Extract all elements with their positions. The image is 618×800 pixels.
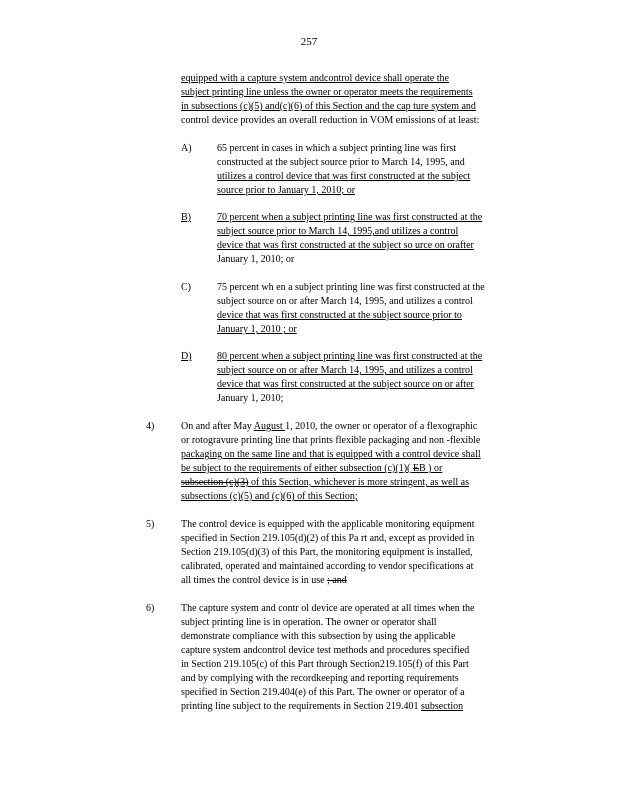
item-d-line: 80 percent when a subject printing line was first constructed at the [217,351,483,362]
item-label-a: A) [181,143,192,154]
para-6-line: demonstrate compliance with this subsection by using the applicable [181,631,456,642]
para-4-line: or rotogravure printing line that prints flexible packaging and non -flexible [181,435,481,446]
para-5-line: all times the control device is in use ; and [181,575,347,586]
item-label-c: C) [181,282,191,293]
para-5-line: calibrated, operated and maintained according to vendor specifications at [181,561,474,572]
para-6-line: printing line subject to the requirements in Section 219.401 subsection [181,701,464,712]
intro-line: subject printing line unless the owner or operator meets the requirements [181,87,473,98]
para-5-line: The control device is equipped with the applicable monitoring equipment [181,519,475,530]
item-a-line: constructed at the subject source prior to March 14, 1995, and [217,157,465,168]
page-number: 257 [300,36,318,48]
intro-line: equipped with a capture system andcontrol device shall operate the [181,73,449,84]
item-c-line: subject source on or after March 14, 1995, and utilizes a control [217,296,473,307]
item-label-b: B) [181,212,191,223]
para-6-line: specified in Section 219.404(e) of this Part. The owner or operator of a [181,687,465,698]
para-6-line: in Section 219.105(c) of this Part through Section219.105(f) of this Part [181,659,469,670]
para-4-line: On and after May August 1, 2010, the owner or operator of a flexographic [181,421,478,432]
intro-line: in subsections (c)(5) and(c)(6) of this Section and the cap ture system and [181,101,476,112]
para-4-line: be subject to the requirements of either subsection (c)(1)( EB ) or [181,463,443,474]
item-b-line: subject source prior to March 14, 1995,and utilizes a control [217,226,459,237]
item-a-line: utilizes a control device that was first constructed at the subject [217,171,471,182]
para-5-line: Section 219.105(d)(3) of this Part, the monitoring equipment is installed, [181,547,473,558]
para-label-6: 6) [146,603,155,614]
item-d-line: device that was first constructed at the subject source on or after [217,379,474,390]
para-4-line: subsections (c)(5) and (c)(6) of this Section; [181,491,358,502]
item-label-d: D) [181,351,192,362]
item-a-line: source prior to January 1, 2010; or [217,185,356,196]
para-6-line: capture system andcontrol device test methods and procedures specified [181,645,470,656]
item-b-line: device that was first constructed at the subject so urce on orafter [217,240,474,251]
item-d-line: January 1, 2010; [217,393,284,404]
para-6-line: and by complying with the recordkeeping and reporting requirements [181,673,459,684]
para-6-line: subject printing line is in operation. The owner or operator shall [181,617,437,628]
item-a-line: 65 percent in cases in which a subject printing line was first [217,143,457,154]
item-c-line: device that was first constructed at the subject source prior to [217,310,462,321]
para-label-5: 5) [146,519,155,530]
para-6-line: The capture system and contr ol device are operated at all times when the [181,603,475,614]
item-b-line: January 1, 2010; or [217,254,295,265]
item-c-line: 75 percent wh en a subject printing line was first constructed at the [217,282,485,293]
item-d-line: subject source on or after March 14, 1995, and utilizes a control [217,365,473,376]
intro-line: control device provides an overall reduction in VOM emissions of at least: [181,115,480,126]
para-4-line: subsection (c)(3) of this Section, whichever is more stringent, as well as [181,477,469,488]
para-5-line: specified in Section 219.105(d)(2) of this Pa rt and, except as provided in [181,533,475,544]
para-label-4: 4) [146,421,155,432]
item-b-line: 70 percent when a subject printing line was first constructed at the [217,212,483,223]
item-c-line: January 1, 2010 ; or [217,324,297,335]
para-4-line: packaging on the same line and that is equipped with a control device shall [181,449,481,460]
